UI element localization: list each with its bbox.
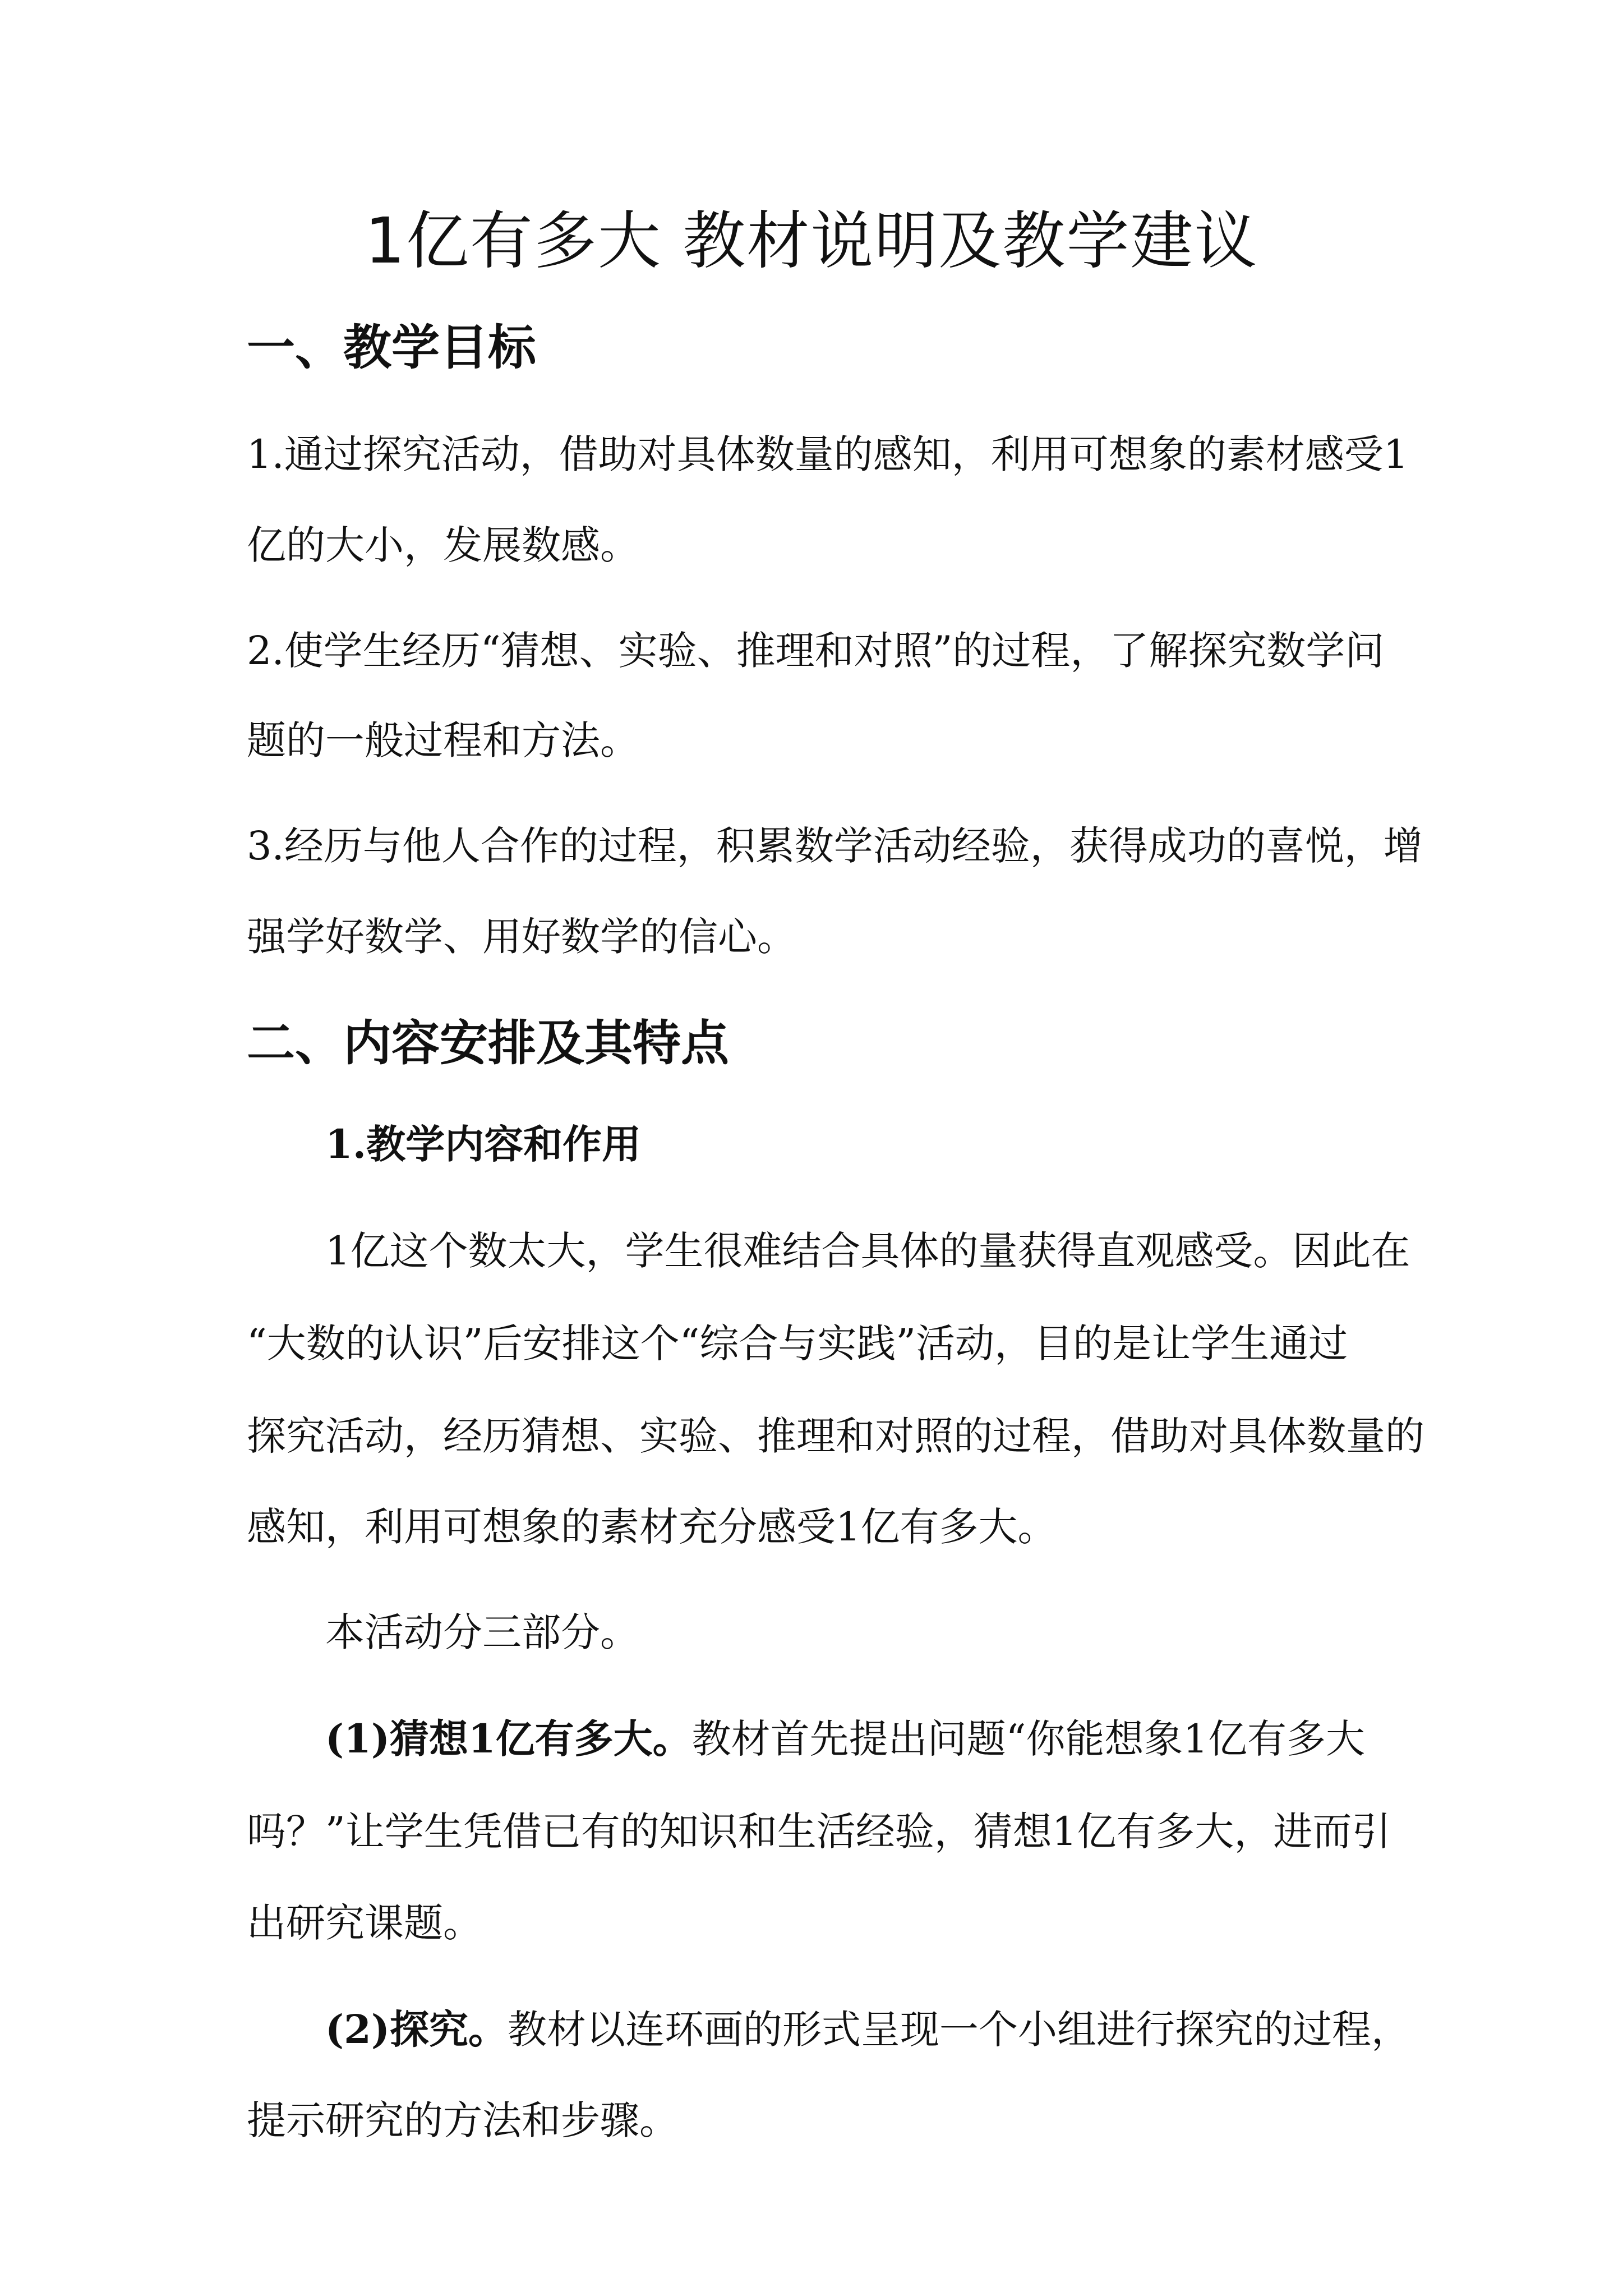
paragraph-1-line-2: “大数的认识”后安排这个“综合与实践”活动，目的是让学生通过	[247, 1320, 1348, 1366]
part-1-line-3: 出研究课题。	[247, 1900, 482, 1946]
part-2-line-2: 提示研究的方法和步骤。	[247, 2097, 679, 2143]
paragraph-1-line-4: 感知，利用可想象的素材充分感受1亿有多大。	[247, 1504, 1057, 1550]
part-2-text: 教材以连环画的形式呈现一个小组进行探究的过程，	[507, 2007, 1410, 2053]
goal-2-line-1: 2.使学生经历“猜想、实验、推理和对照”的过程，了解探究数学问	[247, 628, 1385, 674]
section-heading-teaching-goals: 一、教学目标	[247, 320, 536, 376]
part-2-label: (2)探究。	[325, 2006, 508, 2053]
part-1-line-2: 吗？”让学生凭借已有的知识和生活经验，猜想1亿有多大，进而引	[247, 1809, 1391, 1855]
part-1-line-1	[325, 1711, 1365, 1767]
goal-1-line-1: 1.通过探究活动，借助对具体数量的感知，利用可想象的素材感受1	[247, 431, 1409, 477]
paragraph-1-line-1: 1亿这个数太大，学生很难结合具体的量获得直观感受。因此在	[325, 1228, 1410, 1274]
part-1-text: 教材首先提出问题“你能想象1亿有多大	[691, 1716, 1365, 1762]
goal-2-line-2: 题的一般过程和方法。	[247, 717, 639, 763]
part-2-line-1	[325, 2001, 1410, 2058]
paragraph-1-line-3: 探究活动，经历猜想、实验、推理和对照的过程，借助对具体数量的	[247, 1413, 1424, 1459]
goal-3-line-1: 3.经历与他人合作的过程，积累数学活动经验，获得成功的喜悦，增	[247, 823, 1423, 869]
goal-3-line-2: 强学好数学、用好数学的信心。	[247, 914, 796, 960]
section-heading-content-arrangement: 二、内容安排及其特点	[247, 1015, 729, 1071]
goal-1-line-2: 亿的大小，发展数感。	[247, 522, 639, 568]
subsection-heading-content-and-role: 1.教学内容和作用	[325, 1121, 642, 1167]
page-title: 1亿有多大 教材说明及教学建议	[365, 205, 1258, 278]
paragraph-2: 本活动分三部分。	[325, 1609, 639, 1655]
part-1-label: (1)猜想1亿有多大。	[325, 1715, 692, 1762]
